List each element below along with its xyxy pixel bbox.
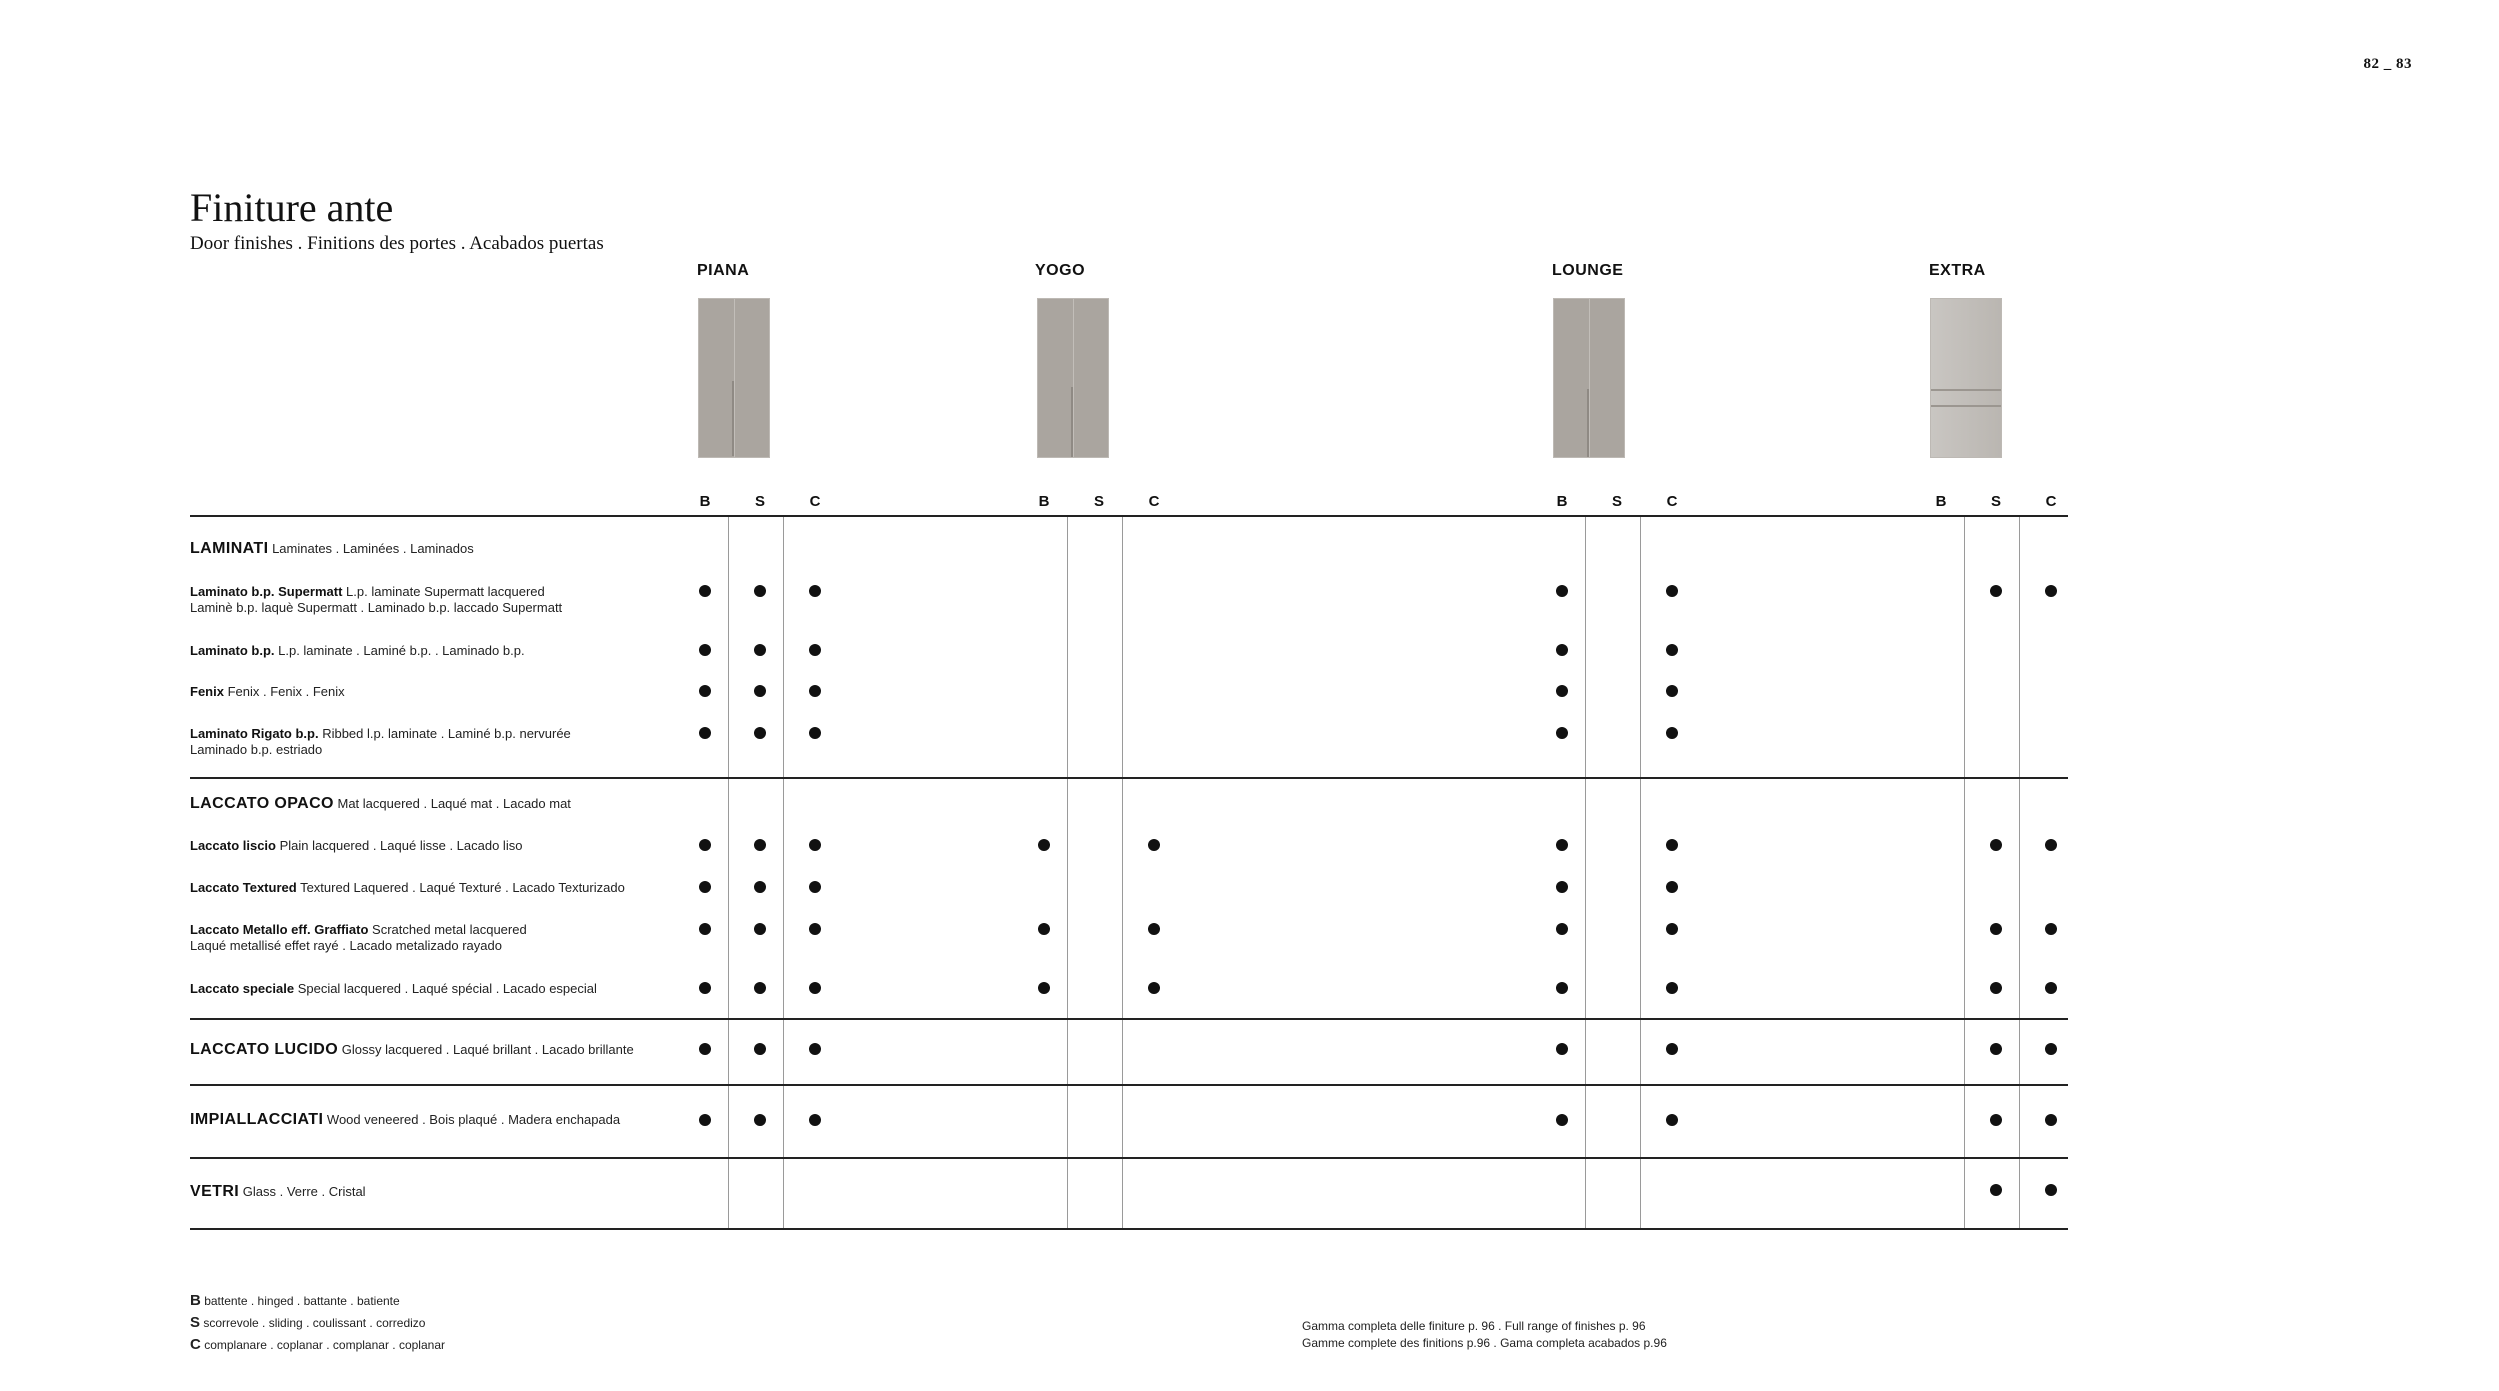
footnote-line-2: Gamme complete des finitions p.96 . Gama completa acabados p.96 bbox=[1302, 1336, 1667, 1350]
page-title: Finiture ante bbox=[190, 185, 394, 230]
table-rule-bottom bbox=[190, 1228, 2068, 1230]
finish-desc: Plain lacquered . Laqué lisse . Lacado liso bbox=[279, 838, 523, 853]
availability-dot-lounge-b bbox=[1556, 1043, 1568, 1055]
category-row-laccato-opaco bbox=[190, 795, 710, 813]
door-image-lounge bbox=[1553, 298, 1625, 458]
col-head-extra-s: S bbox=[1990, 493, 2001, 510]
col-head-extra-c: C bbox=[2045, 493, 2057, 510]
finish-row-label bbox=[190, 981, 690, 997]
footnote bbox=[1302, 1318, 1667, 1352]
availability-dot-yogo-b bbox=[1038, 982, 1050, 994]
table-rule bbox=[190, 777, 2068, 779]
legend-item-c: C complanare . coplanar . complanar . coplanar bbox=[190, 1336, 445, 1353]
category-row-laminati bbox=[190, 540, 710, 558]
grid-vline bbox=[1640, 517, 1641, 1228]
availability-dot-extra-s bbox=[1990, 1043, 2002, 1055]
category-row-laccato-lucido bbox=[190, 1041, 710, 1059]
legend-item-b: B battente . hinged . battante . batiente bbox=[190, 1292, 400, 1309]
availability-dot-lounge-c bbox=[1666, 923, 1678, 935]
col-head-piana-s: S bbox=[754, 493, 765, 510]
finish-name: Laccato liscio bbox=[190, 838, 276, 853]
finish-desc-2: Laminè b.p. laquè Supermatt . Laminado b.p. laccado Supermatt bbox=[190, 600, 563, 615]
category-name: IMPIALLACCIATI bbox=[190, 1111, 324, 1128]
availability-dot-lounge-c bbox=[1666, 982, 1678, 994]
model-name-piana: PIANA bbox=[697, 262, 750, 279]
availability-dot-lounge-b bbox=[1556, 982, 1568, 994]
availability-dot-extra-c bbox=[2045, 1114, 2057, 1126]
finish-name: Fenix bbox=[190, 684, 224, 699]
finish-desc-2: Laqué metallisé effet rayé . Lacado metalizado rayado bbox=[190, 938, 502, 953]
availability-dot-extra-s bbox=[1990, 585, 2002, 597]
availability-dot-extra-c bbox=[2045, 1184, 2057, 1196]
col-head-extra-b: B bbox=[1935, 493, 1947, 510]
availability-dot-extra-c bbox=[2045, 1043, 2057, 1055]
availability-dot-piana-b bbox=[699, 839, 711, 851]
availability-dot-piana-s bbox=[754, 1114, 766, 1126]
availability-dot-lounge-c bbox=[1666, 839, 1678, 851]
finish-row-label bbox=[190, 684, 690, 700]
table-rule-header bbox=[190, 515, 2068, 517]
finish-desc: Special lacquered . Laqué spécial . Lacado especial bbox=[297, 981, 597, 996]
finish-name: Laminato b.p. bbox=[190, 643, 275, 658]
availability-dot-lounge-c bbox=[1666, 727, 1678, 739]
category-name: VETRI bbox=[190, 1183, 240, 1200]
availability-dot-lounge-b bbox=[1556, 839, 1568, 851]
table-rule bbox=[190, 1018, 2068, 1020]
col-head-yogo-b: B bbox=[1038, 493, 1050, 510]
col-head-yogo-c: C bbox=[1148, 493, 1160, 510]
finish-desc: L.p. laminate . Laminé b.p. . Laminado b.p. bbox=[278, 643, 525, 658]
availability-dot-piana-c bbox=[809, 644, 821, 656]
category-name: LACCATO OPACO bbox=[190, 795, 334, 812]
category-name: LAMINATI bbox=[190, 540, 269, 557]
availability-dot-yogo-b bbox=[1038, 839, 1050, 851]
availability-dot-extra-c bbox=[2045, 585, 2057, 597]
col-head-lounge-s: S bbox=[1611, 493, 1622, 510]
col-head-piana-c: C bbox=[809, 493, 821, 510]
finish-desc: Ribbed l.p. laminate . Laminé b.p. nervurée bbox=[322, 726, 571, 741]
col-head-piana-b: B bbox=[699, 493, 711, 510]
category-desc: Wood veneered . Bois plaqué . Madera enchapada bbox=[326, 1112, 621, 1127]
availability-dot-piana-c bbox=[809, 1043, 821, 1055]
availability-dot-lounge-c bbox=[1666, 585, 1678, 597]
page-number: 82 _ 83 bbox=[2363, 56, 2412, 72]
grid-vline bbox=[1122, 517, 1123, 1228]
availability-dot-extra-s bbox=[1990, 923, 2002, 935]
availability-dot-piana-b bbox=[699, 923, 711, 935]
finish-row-label bbox=[190, 838, 690, 854]
availability-dot-lounge-c bbox=[1666, 1114, 1678, 1126]
finish-name: Laccato Textured bbox=[190, 880, 297, 895]
model-name-yogo: YOGO bbox=[1035, 262, 1086, 279]
grid-vline bbox=[728, 517, 729, 1228]
availability-dot-piana-c bbox=[809, 1114, 821, 1126]
category-row-vetri bbox=[190, 1183, 710, 1201]
availability-dot-lounge-c bbox=[1666, 644, 1678, 656]
category-desc: Glossy lacquered . Laqué brillant . Lacado brillante bbox=[341, 1042, 634, 1057]
finish-desc: L.p. laminate Supermatt lacquered bbox=[346, 584, 545, 599]
finish-name: Laminato b.p. Supermatt bbox=[190, 584, 343, 599]
door-image-piana bbox=[698, 298, 770, 458]
availability-dot-piana-b bbox=[699, 585, 711, 597]
category-row-impiallacciati bbox=[190, 1111, 710, 1129]
availability-dot-lounge-b bbox=[1556, 644, 1568, 656]
availability-dot-piana-s bbox=[754, 839, 766, 851]
availability-dot-piana-s bbox=[754, 982, 766, 994]
grid-vline bbox=[2019, 517, 2020, 1228]
category-desc: Laminates . Laminées . Laminados bbox=[272, 541, 474, 556]
col-head-lounge-b: B bbox=[1556, 493, 1568, 510]
availability-dot-lounge-c bbox=[1666, 685, 1678, 697]
availability-dot-piana-b bbox=[699, 644, 711, 656]
finish-row-label bbox=[190, 643, 690, 659]
availability-dot-lounge-c bbox=[1666, 1043, 1678, 1055]
availability-dot-piana-c bbox=[809, 685, 821, 697]
availability-dot-lounge-b bbox=[1556, 585, 1568, 597]
door-image-yogo bbox=[1037, 298, 1109, 458]
availability-dot-piana-c bbox=[809, 585, 821, 597]
grid-vline bbox=[1067, 517, 1068, 1228]
availability-dot-piana-s bbox=[754, 644, 766, 656]
availability-dot-lounge-b bbox=[1556, 727, 1568, 739]
availability-dot-lounge-b bbox=[1556, 881, 1568, 893]
finish-desc: Fenix . Fenix . Fenix bbox=[227, 684, 345, 699]
model-name-lounge: LOUNGE bbox=[1552, 262, 1624, 279]
finish-desc-2: Laminado b.p. estriado bbox=[190, 742, 323, 757]
availability-dot-piana-s bbox=[754, 727, 766, 739]
availability-dot-lounge-b bbox=[1556, 1114, 1568, 1126]
availability-dot-piana-c bbox=[809, 923, 821, 935]
col-head-yogo-s: S bbox=[1093, 493, 1104, 510]
model-name-extra: EXTRA bbox=[1929, 262, 1986, 279]
grid-vline bbox=[1585, 517, 1586, 1228]
grid-vline bbox=[783, 517, 784, 1228]
availability-dot-piana-s bbox=[754, 585, 766, 597]
availability-dot-extra-s bbox=[1990, 982, 2002, 994]
availability-dot-extra-s bbox=[1990, 839, 2002, 851]
availability-dot-yogo-b bbox=[1038, 923, 1050, 935]
availability-dot-piana-b bbox=[699, 1114, 711, 1126]
availability-dot-extra-c bbox=[2045, 839, 2057, 851]
availability-dot-yogo-c bbox=[1148, 982, 1160, 994]
availability-dot-yogo-c bbox=[1148, 923, 1160, 935]
grid-vline bbox=[1964, 517, 1965, 1228]
page-subtitle: Door finishes . Finitions des portes . Acabados puertas bbox=[190, 233, 604, 254]
finish-row-label bbox=[190, 726, 690, 758]
finish-name: Laccato Metallo eff. Graffiato bbox=[190, 922, 369, 937]
finish-row-label bbox=[190, 880, 690, 896]
availability-dot-piana-b bbox=[699, 1043, 711, 1055]
availability-dot-piana-c bbox=[809, 839, 821, 851]
availability-dot-lounge-b bbox=[1556, 685, 1568, 697]
availability-dot-extra-c bbox=[2045, 982, 2057, 994]
table-rule bbox=[190, 1084, 2068, 1086]
availability-dot-piana-b bbox=[699, 727, 711, 739]
availability-dot-extra-c bbox=[2045, 923, 2057, 935]
availability-dot-lounge-c bbox=[1666, 881, 1678, 893]
availability-dot-extra-s bbox=[1990, 1184, 2002, 1196]
availability-dot-lounge-b bbox=[1556, 923, 1568, 935]
legend bbox=[190, 1290, 445, 1356]
category-name: LACCATO LUCIDO bbox=[190, 1041, 339, 1058]
availability-dot-piana-c bbox=[809, 982, 821, 994]
legend-item-s: S scorrevole . sliding . coulissant . corredizo bbox=[190, 1314, 426, 1331]
finish-name: Laminato Rigato b.p. bbox=[190, 726, 319, 741]
col-head-lounge-c: C bbox=[1666, 493, 1678, 510]
footnote-line-1: Gamma completa delle finiture p. 96 . Full range of finishes p. 96 bbox=[1302, 1319, 1646, 1333]
availability-dot-piana-s bbox=[754, 923, 766, 935]
availability-dot-piana-b bbox=[699, 685, 711, 697]
availability-dot-piana-s bbox=[754, 881, 766, 893]
availability-dot-piana-b bbox=[699, 982, 711, 994]
finish-desc: Textured Laquered . Laqué Texturé . Lacado Texturizado bbox=[300, 880, 625, 895]
availability-dot-piana-b bbox=[699, 881, 711, 893]
category-desc: Glass . Verre . Cristal bbox=[242, 1184, 366, 1199]
finish-desc: Scratched metal lacquered bbox=[372, 922, 527, 937]
finish-row-label bbox=[190, 584, 690, 616]
availability-dot-piana-s bbox=[754, 1043, 766, 1055]
category-desc: Mat lacquered . Laqué mat . Lacado mat bbox=[337, 796, 571, 811]
availability-dot-piana-c bbox=[809, 881, 821, 893]
availability-dot-extra-s bbox=[1990, 1114, 2002, 1126]
door-image-extra bbox=[1930, 298, 2002, 458]
table-rule bbox=[190, 1157, 2068, 1159]
availability-dot-piana-s bbox=[754, 685, 766, 697]
finish-row-label bbox=[190, 922, 690, 954]
finish-name: Laccato speciale bbox=[190, 981, 295, 996]
availability-dot-piana-c bbox=[809, 727, 821, 739]
availability-dot-yogo-c bbox=[1148, 839, 1160, 851]
